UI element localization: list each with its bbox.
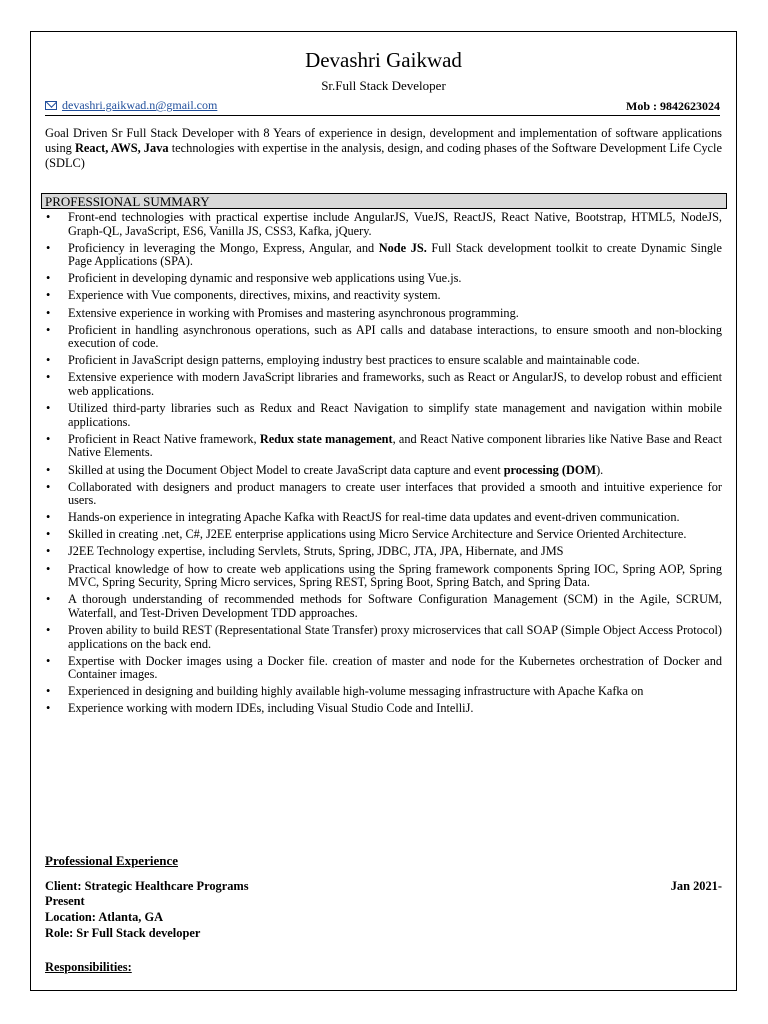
section-heading-professional-experience: Professional Experience <box>45 853 178 868</box>
summary-list-item <box>45 371 722 398</box>
objective-bold: React, AWS, Java <box>74 141 169 155</box>
summary-item-bold: Redux state management <box>259 431 393 446</box>
summary-list-item <box>45 563 722 590</box>
summary-list-item <box>45 528 722 542</box>
employment-present: Present <box>45 894 85 908</box>
summary-list-item <box>45 702 722 716</box>
summary-item-pre: Proficient in JavaScript design patterns, employing industry best practices to ensure scalable and maintainable code. <box>68 353 640 368</box>
summary-item-pre: Extensive experience in working with Promises and mastering asynchronous programming. <box>68 305 519 320</box>
summary-item-post: ). <box>596 462 604 477</box>
summary-item-pre: A thorough understanding of recommended methods for Software Configuration Management (SCM) in the Agile, SCRUM, Waterfall, and Test-Driven Development TDD approaches. <box>68 592 722 620</box>
summary-list-item <box>45 354 722 368</box>
summary-list-item <box>45 464 722 478</box>
summary-list-item <box>45 242 722 269</box>
summary-item-pre: Skilled at using the Document Object Model to create JavaScript data capture and event <box>68 462 504 477</box>
summary-item-pre: Hands-on experience in integrating Apache Kafka with ReactJS for real-time data updates and event-driven communication. <box>68 510 680 525</box>
objective-text-before: Goal Driven Sr Full Stack Developer with 8 Years of experience in design, development and implementation of software applications using <box>45 126 722 155</box>
summary-item-pre: Front-end technologies with practical expertise include AngularJS, VueJS, ReactJS, React Native, Bootstrap, HTML5, NodeJS, Graph-QL, JavaScript, ES6, Vanilla JS, CSS3, Kafka, jQuery. <box>68 210 722 238</box>
summary-list-item <box>45 433 722 460</box>
summary-list-item <box>45 307 722 321</box>
summary-list-item <box>45 402 722 429</box>
summary-list-item <box>45 655 722 682</box>
summary-item-post: Full Stack development toolkit to create Dynamic Single Page Applications (SPA). <box>68 240 722 269</box>
summary-item-pre: Utilized third-party libraries such as Redux and React Navigation to simplify state management and navigation within mobile applications. <box>68 401 722 429</box>
summary-item-pre: Proficient in developing dynamic and responsive web applications using Vue.js. <box>68 271 462 286</box>
summary-item-pre: Proven ability to build REST (Representational State Transfer) proxy microservices that call SOAP (Simple Object Access Protocol) applications on the back end. <box>68 622 722 651</box>
summary-list <box>45 211 722 720</box>
summary-item-bold: processing (DOM <box>503 462 597 477</box>
summary-list-item <box>45 272 722 286</box>
summary-item-pre: Practical knowledge of how to create web applications using the Spring framework components Spring IOC, Spring AOP, Spring MVC, Spring Security, Spring Micro services, Spring REST, Spring Boot, Spring Batch, and Spring Data. <box>68 561 722 590</box>
summary-item-pre: Experienced in designing and building highly available high-volume messaging infrastructure with Apache Kafka on <box>68 684 644 699</box>
summary-item-pre: J2EE Technology expertise, including Servlets, Struts, Spring, JDBC, JTA, JPA, Hibernate, and JMS <box>68 544 564 559</box>
email-text[interactable]: devashri.gaikwad.n@gmail.com <box>62 98 218 112</box>
summary-item-pre: Extensive experience with modern JavaScript libraries and frameworks, such as React or AngularJS, to develop robust and efficient web applications. <box>68 370 722 399</box>
summary-list-item <box>45 685 722 699</box>
summary-item-post: , and React Native component libraries like Native Base and React Native Elements. <box>68 431 722 460</box>
objective-paragraph <box>45 126 722 171</box>
summary-list-item <box>45 624 722 651</box>
summary-list-item <box>45 211 722 238</box>
responsibilities-heading: Responsibilities: <box>45 960 132 974</box>
summary-list-item <box>45 324 722 351</box>
client-name: Client: Strategic Healthcare Programs <box>45 879 249 893</box>
summary-list-item <box>45 593 722 620</box>
summary-list-item <box>45 511 722 525</box>
summary-item-pre: Skilled in creating .net, C#, J2EE enterprise applications using Micro Service Architecture and Service Oriented Architecture. <box>68 527 687 542</box>
summary-item-pre: Proficient in React Native framework, <box>68 431 260 446</box>
summary-list-item <box>45 289 722 303</box>
summary-list-item <box>45 545 722 559</box>
summary-item-pre: Experience with Vue components, directives, mixins, and reactivity system. <box>68 288 441 303</box>
phone-number: Mob : 9842623024 <box>626 99 720 113</box>
summary-list-item <box>45 481 722 508</box>
job-location: Location: Atlanta, GA <box>45 910 164 924</box>
summary-item-bold: Node JS. <box>378 240 427 255</box>
summary-item-pre: Proficient in handling asynchronous operations, such as API calls and database interactions, to ensure smooth and non-blocking execution of code. <box>68 322 722 351</box>
employment-date: Jan 2021- <box>670 879 722 893</box>
contact-row <box>45 96 720 116</box>
mail-icon <box>45 101 57 110</box>
job-title: Sr.Full Stack Developer <box>321 78 446 93</box>
summary-item-pre: Expertise with Docker images using a Docker file. creation of master and node for the Kubernetes orchestration of Docker and Container images. <box>68 653 722 682</box>
resume-page <box>30 31 737 991</box>
job-role: Role: Sr Full Stack developer <box>45 926 201 940</box>
summary-item-pre: Experience working with modern IDEs, including Visual Studio Code and IntelliJ. <box>68 701 474 716</box>
email-link[interactable] <box>45 98 217 113</box>
objective-text-after: technologies with expertise in the analysis, design, and coding phases of the Software Development Life Cycle (SDLC) <box>45 141 722 170</box>
section-heading-professional-summary: PROFESSIONAL SUMMARY <box>41 193 727 209</box>
summary-item-pre: Proficiency in leveraging the Mongo, Express, Angular, and <box>68 240 379 255</box>
candidate-name: Devashri Gaikwad <box>305 48 462 72</box>
summary-item-pre: Collaborated with designers and product managers to create user interfaces that provided a smooth and intuitive experience for users. <box>68 479 722 508</box>
